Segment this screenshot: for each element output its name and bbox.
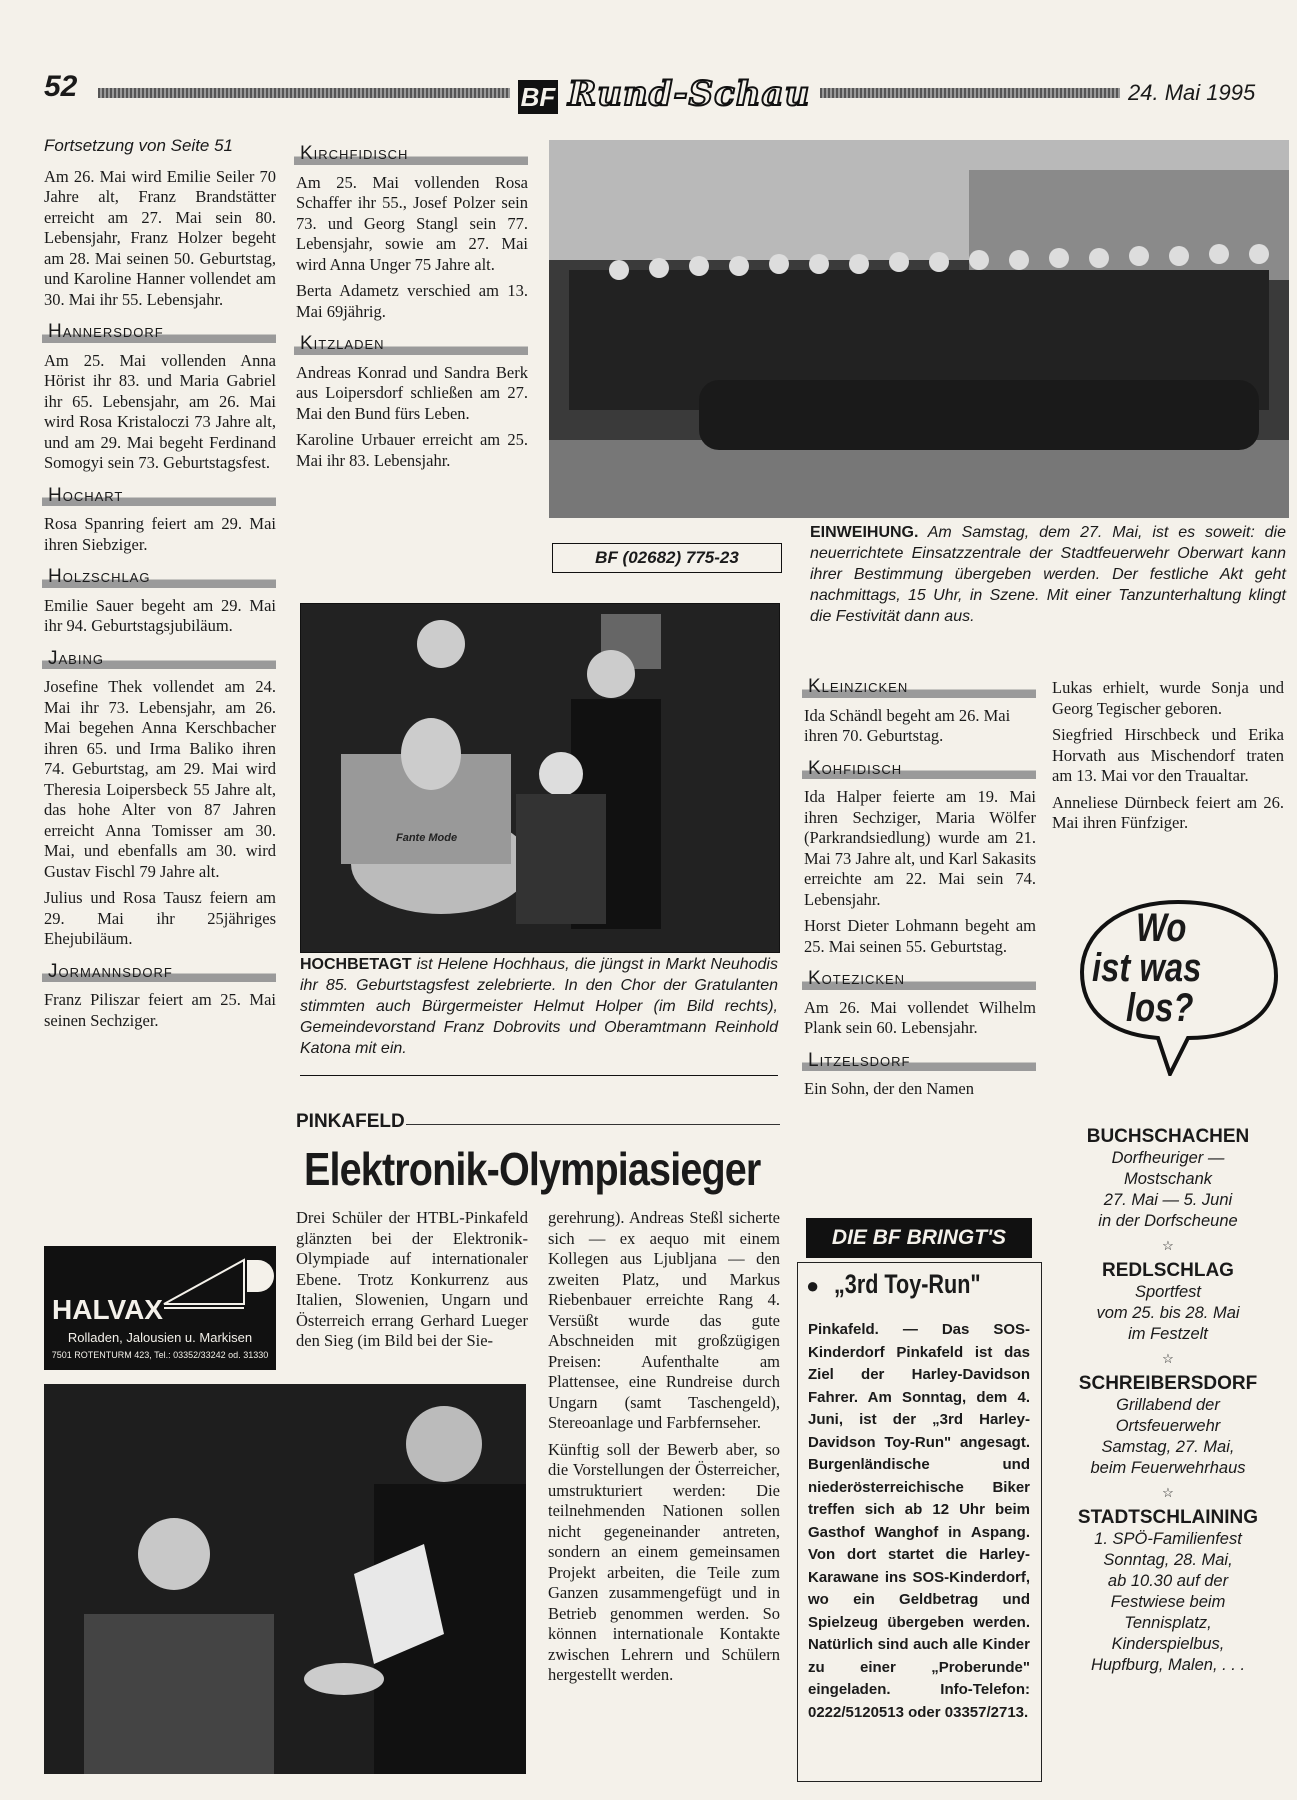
column-4 bbox=[804, 675, 1036, 1100]
kotezicken-text: Am 26. Mai vollendet Wilhelm Plank sein 60. Lebensjahr. bbox=[804, 997, 1036, 1037]
bf-bringts-box bbox=[797, 1262, 1042, 1782]
publication-logo-bf: BF bbox=[518, 80, 558, 114]
kitzladen-text-2: Karoline Urbauer erreicht am 25. Mai ihr 83. Lebensjahr. bbox=[296, 430, 528, 470]
birthday-photo bbox=[300, 603, 780, 953]
event-desc: ab 10.30 auf der bbox=[1107, 1572, 1229, 1590]
toy-run-title: „3rd Toy-Run" bbox=[834, 1269, 981, 1299]
issue-date: 24. Mai 1995 bbox=[1128, 80, 1256, 105]
birthday-photo-art bbox=[301, 604, 779, 952]
event-desc: Tennisplatz, bbox=[1124, 1614, 1212, 1632]
header-rule-left bbox=[98, 88, 510, 98]
event-desc: Mostschank bbox=[1123, 1170, 1213, 1188]
event-desc: beim Feuerwehrhaus bbox=[1090, 1459, 1246, 1477]
kohfidisch-text-1: Ida Halper feierte am 19. Mai ihren Sechziger, Maria Wölfer (Parkrandsiedlung) wurde am 21. Mai 73 Jahre alt, und Karl Sakasits erreichte am 22. Mai sein 74. Lebensjahr. bbox=[804, 787, 1036, 909]
star-separator-icon: ☆ bbox=[1162, 1485, 1174, 1500]
award-ceremony-photo-art bbox=[44, 1384, 526, 1774]
article-column-a bbox=[296, 1208, 528, 1352]
litzelsdorf-text: Ein Sohn, der den Namen bbox=[804, 1079, 975, 1098]
toy-run-text: Pinkafeld. — Das SOS-Kinderdorf Pinkafeld ist das Ziel der Harley-Davidson Fahrer. Am Sonntag, dem 4. Juni, ist der „3rd Harley-Davidson Toy-Run" angesagt. Burgenländische und niederösterreichische Biker treffen sich ab 12 Uhr beim Gasthof Wanghof in Aspang. Von dort startet die Harley-Karawane ins SOS-Kinderdorf, wo ein Geldbetrag und Spielzeug übergeben werden. Natürlich sind auch alle Kinder zu einer „Proberunde" eingeladen. Info-Telefon: 0222/5120513 oder 03357/2713. bbox=[808, 1321, 1030, 1721]
einweihung-caption bbox=[810, 522, 1286, 627]
rubric-hochart: Hochart bbox=[42, 484, 276, 507]
event-desc: Grillabend der bbox=[1116, 1396, 1220, 1414]
firefighters-photo bbox=[549, 140, 1289, 518]
kleinzicken-text: Ida Schändl begeht am 26. Mai ihren 70. Geburtstag. bbox=[804, 705, 1011, 745]
rubric-hannersdorf: Hannersdorf bbox=[42, 320, 276, 343]
halvax-brand: HALVAX bbox=[52, 1294, 163, 1325]
hannersdorf-text: Am 25. Mai vollenden Anna Hörist ihr 83. und Maria Gabriel ihr 65. Lebensjahr, am 26. Mai wird Rosa Kristaloczi 73 Jahre alt, und am 29. Mai begeht Ferdinand Somogyi sein 73. Geburtstagsfest. bbox=[44, 350, 276, 472]
article-text-b-2: Künftig soll der Bewerb aber, so die Vorstellungen der Österreicher, umstrukturiert werden: Die teilnehmenden Nationen sollen nicht gegeneinander antreten, sondern an einem gemeinsamen Projekt arbeiten, die Teile zum Ganzen zusammengefügt und in Betrieb genommen werden. So können internationale Kontakte zwischen Lehrern und Schülern hergestellt werden. bbox=[548, 1439, 780, 1684]
publication-logo-title: Rund-Schau bbox=[568, 74, 811, 114]
article-text-b-1: gerehrung). Andreas Steßl sicherte sich — ex aequo mit einem Kollegen aus Ljubljana — den zweiten Platz, und Markus Riebenbauer erreichte Rang 4. Versüßt wurde das gute Abschneiden mit großzügigen Preisen: Aufenthalte am Plattensee, eine Rundreise durch Ungarn (samt Taschengeld), Stereoanlage und Farbfernseher. bbox=[548, 1208, 780, 1432]
col5-text-1: Lukas erhielt, wurde Sonja und Georg Tegischer geboren. bbox=[1052, 678, 1284, 718]
event-place: SCHREIBERSDORF bbox=[1078, 1373, 1258, 1394]
hochbetagt-caption-text: ist Helene Hochhaus, die jüngst in Markt Neuhodis ihr 85. Geburtstagsfest zelebrierte. In den Chor der Gratulanten stimmten auch Bürgermeister Helmut Holper (im Bild rechts), Gemeindevorstand Franz Dobrovits und Oberamtmann Reinhold Katona mit ein. bbox=[300, 956, 778, 1057]
star-separator-icon: ☆ bbox=[1162, 1238, 1174, 1253]
event-place: BUCHSCHACHEN bbox=[1086, 1126, 1250, 1147]
event-desc: im Festzelt bbox=[1128, 1325, 1208, 1343]
rubric-litzelsdorf: Litzelsdorf bbox=[802, 1049, 1036, 1072]
col5-text-2: Siegfried Hirschbeck und Erika Horvath aus Mischendorf traten am 13. Mai vor den Traualtar. bbox=[1052, 725, 1284, 785]
gift-basket-label: Fante Mode bbox=[396, 832, 458, 844]
article-text-a: Drei Schüler der HTBL-Pinkafeld glänzten bei der Elektronik-Olympiade auf internationaler Ebene. Trotz Konkurrenz aus Italien, Slowenien, Ungarn und Österreich errang Gerhard Lueger den Sieg (im Bild bei der Sie- bbox=[296, 1208, 528, 1350]
header-rule-right bbox=[820, 88, 1120, 98]
award-ceremony-photo bbox=[44, 1384, 526, 1774]
event-desc: Samstag, 27. Mai, bbox=[1101, 1438, 1235, 1456]
article-kicker: PINKAFELD bbox=[296, 1111, 405, 1132]
halvax-address: 7501 ROTENTURM 423, Tel.: 03352/33242 od. 31330 bbox=[51, 1350, 269, 1360]
col1-intro: Am 26. Mai wird Emilie Seiler 70 Jahre alt, Franz Brandstätter erreicht am 27. Mai sein 80. Lebensjahr, Franz Holzer begeht am 28. Mai seinen 50. Geburtstag, und Karoline Hanner vollendet am 30. Mai ihr 55. Lebensjahr. bbox=[44, 166, 276, 309]
column-1 bbox=[44, 136, 276, 1031]
halvax-advertisement bbox=[44, 1246, 276, 1370]
einweihung-caption-text: Am Samstag, dem 27. Mai, ist es soweit: die neuerrichtete Einsatzzentrale der Stadtfeuerwehr Oberwart kann ihrer Bestimmung übergeben werden. Der festliche Akt geht nachmittags, 15 Uhr, in Szene. Mit einer Tanzunterhaltung klingt die Festivität dann aus. bbox=[810, 524, 1286, 625]
einweihung-caption-lead: EINWEIHUNG. bbox=[810, 524, 919, 541]
kirchfidisch-text-2: Berta Adametz verschied am 13. Mai 69jährig. bbox=[296, 281, 528, 321]
event-desc: in der Dorfscheune bbox=[1098, 1212, 1238, 1230]
rubric-jabing: Jabing bbox=[42, 647, 276, 670]
hochbetagt-caption bbox=[300, 954, 778, 1059]
event-desc: Sportfest bbox=[1134, 1283, 1202, 1301]
rubric-kohfidisch: Kohfidisch bbox=[802, 757, 1036, 780]
star-separator-icon: ☆ bbox=[1162, 1351, 1174, 1366]
bubble-line-2: ist was bbox=[1092, 946, 1202, 990]
event-desc: Festwiese beim bbox=[1110, 1593, 1226, 1611]
kitzladen-text-1: Andreas Konrad und Sandra Berk aus Loipersdorf schließen am 27. Mai den Bund fürs Leben. bbox=[296, 362, 528, 423]
wo-ist-was-los-bubble bbox=[1078, 898, 1280, 1076]
continued-note: Fortsetzung von Seite 51 bbox=[44, 136, 234, 155]
holzschlag-text: Emilie Sauer begeht am 29. Mai ihr 94. Geburtstagsjubiläum. bbox=[44, 595, 276, 635]
event-desc: Hupfburg, Malen, . . . bbox=[1090, 1656, 1246, 1674]
firefighters-photo-art bbox=[549, 140, 1289, 518]
event-desc: Ortsfeuerwehr bbox=[1115, 1417, 1221, 1435]
caption-rule bbox=[300, 1075, 778, 1076]
article-headline: Elektronik-Olympiasieger bbox=[304, 1143, 761, 1195]
event-desc: 1. SPÖ-Familienfest bbox=[1094, 1530, 1242, 1548]
article-column-b bbox=[548, 1208, 780, 1686]
bubble-line-1: Wo bbox=[1136, 906, 1187, 950]
column-2 bbox=[296, 142, 528, 471]
rubric-kotezicken: Kotezicken bbox=[802, 967, 1036, 990]
event-desc: vom 25. bis 28. Mai bbox=[1096, 1304, 1240, 1322]
rubric-jormannsdorf: Jormannsdorf bbox=[42, 960, 276, 983]
event-place: STADTSCHLAINING bbox=[1077, 1507, 1259, 1528]
bubble-line-3: los? bbox=[1126, 986, 1194, 1030]
event-desc: 27. Mai — 5. Juni bbox=[1103, 1191, 1233, 1209]
bf-phone-box: BF (02682) 775-23 bbox=[552, 543, 782, 573]
event-desc: Kinderspielbus, bbox=[1111, 1635, 1225, 1653]
halvax-tagline: Rolladen, Jalousien u. Markisen bbox=[67, 1330, 253, 1345]
bf-bringts-label: DIE BF BRINGT'S bbox=[806, 1218, 1032, 1258]
jormannsdorf-text: Franz Piliszar feiert am 25. Mai seinen Sechziger. bbox=[44, 990, 276, 1030]
rubric-kirchfidisch: Kirchfidisch bbox=[294, 142, 528, 165]
events-list bbox=[1052, 1122, 1284, 1676]
page-number: 52 bbox=[44, 70, 78, 103]
rubric-kleinzicken: Kleinzicken bbox=[802, 675, 1036, 698]
event-place: REDLSCHLAG bbox=[1102, 1260, 1234, 1281]
event-desc: Sonntag, 28. Mai, bbox=[1103, 1551, 1233, 1569]
jabing-text-2: Julius und Rosa Tausz feiern am 29. Mai ihr 25jähriges Ehejubiläum. bbox=[44, 888, 276, 948]
hochart-text: Rosa Spanring feiert am 29. Mai ihren Siebziger. bbox=[44, 514, 276, 554]
bullet-icon: ● bbox=[806, 1273, 820, 1298]
rubric-holzschlag: Holzschlag bbox=[42, 565, 276, 588]
rubric-kitzladen: Kitzladen bbox=[294, 332, 528, 355]
event-desc: Dorfheuriger — bbox=[1111, 1149, 1225, 1167]
article-kicker-rule bbox=[406, 1124, 780, 1125]
col5-text-3: Anneliese Dürnbeck feiert am 26. Mai ihren Fünfziger. bbox=[1052, 792, 1284, 832]
hochbetagt-caption-lead: HOCHBETAGT bbox=[300, 956, 412, 973]
kohfidisch-text-2: Horst Dieter Lohmann begeht am 25. Mai seinen 55. Geburtstag. bbox=[804, 916, 1036, 956]
kirchfidisch-text-1: Am 25. Mai vollenden Rosa Schaffer ihr 55., Josef Polzer sein 73. und Georg Stangl sein 77. Lebensjahr, sowie am 27. Mai wird Anna Unger 75 Jahre alt. bbox=[296, 172, 528, 274]
column-5 bbox=[1052, 678, 1284, 834]
jabing-text-1: Josefine Thek vollendet am 24. Mai ihr 73. Lebensjahr, am 26. Mai begehen Anna Kerschbacher ihren 65. und Irma Baliko ihren 74. Geburtstag, am 29. Mai wird Theresia Loipersbeck 55 Jahre alt, das hohe Alter von 87 Jahren erreicht Anna Tomisser am 30. Mai, und ebenfalls am 30. wird Gustav Fischl 79 Jahre alt. bbox=[44, 677, 276, 881]
